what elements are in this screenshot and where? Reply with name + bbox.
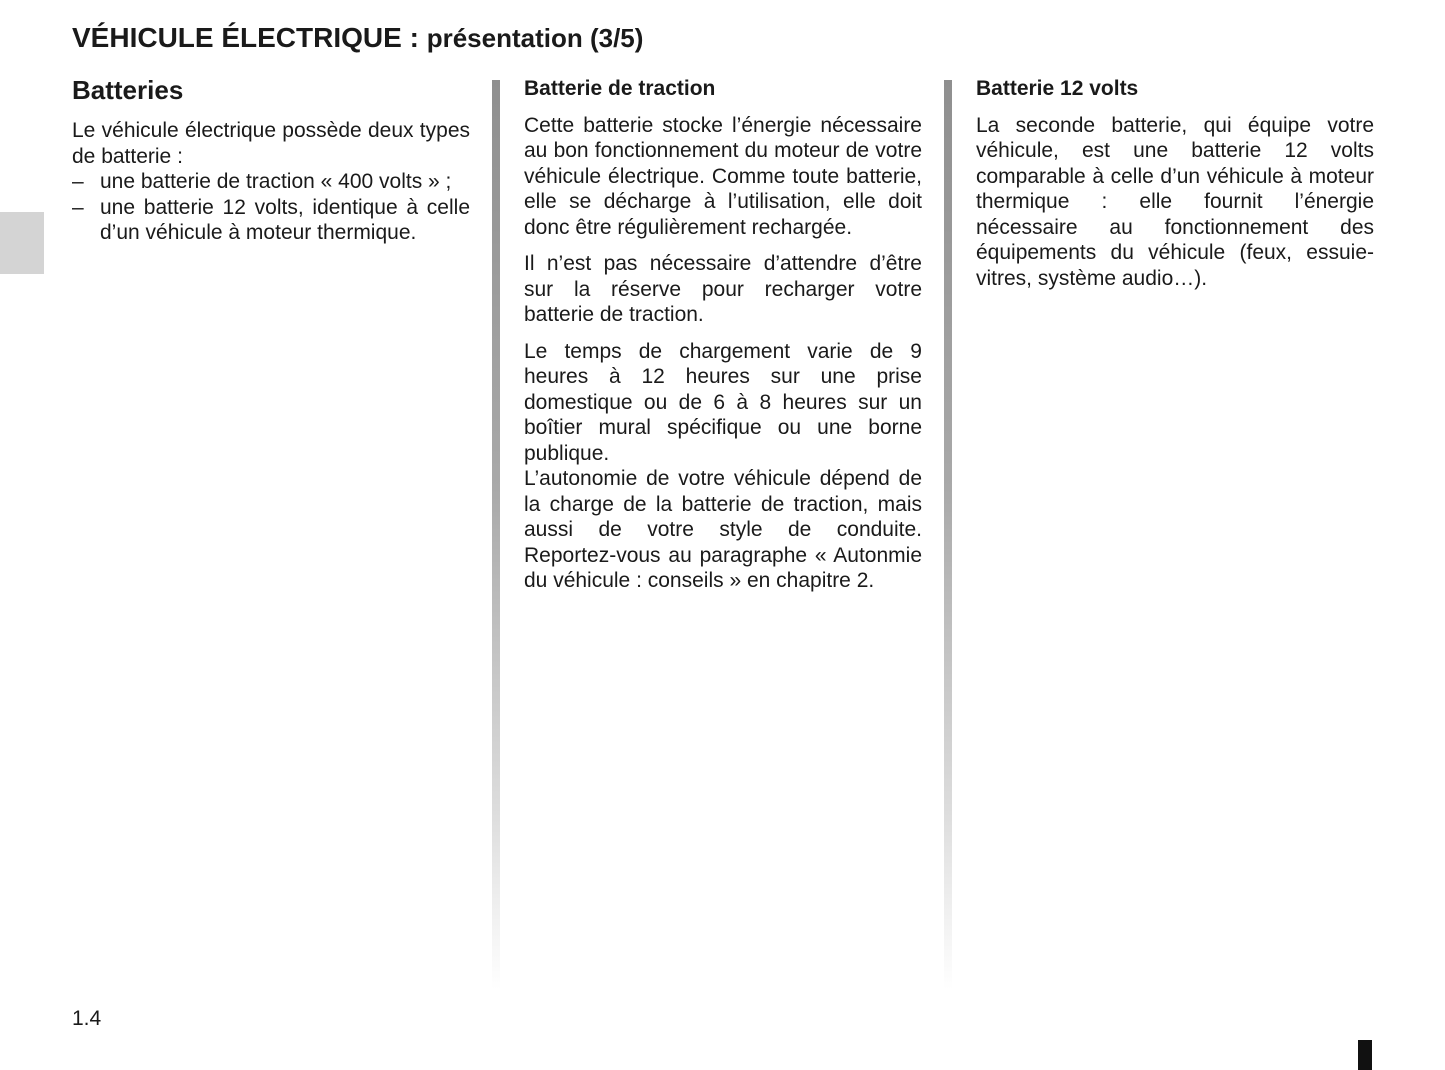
page-title-main: VÉHICULE ÉLECTRIQUE : <box>72 22 427 53</box>
battery-12v-paragraph: La seconde batterie, qui équipe votre véhicule, est une batterie 12 volts comparable à celle d’un véhicule à moteur thermique : elle fournit l’énergie nécessaire au fonctionnement des équipements du véhicule (feux, essuie-vitres, système audio…). <box>976 113 1374 290</box>
dash-bullet: – <box>72 170 84 193</box>
list-item-text: une batterie 12 volts, identique à celle d’un véhicule à moteur thermique. <box>100 195 470 244</box>
column-divider <box>944 80 952 990</box>
battery-types-list <box>72 169 470 246</box>
traction-paragraph-4: L’autonomie de votre véhicule dépend de la charge de la batterie de traction, mais aussi de votre style de conduite. Reportez-vous au paragraphe « Autonmie du véhicule : conseils » en chapitre 2. <box>524 467 922 592</box>
traction-paragraph-1: Cette batterie stocke l’énergie nécessaire au bon fonctionnement du moteur de votre véhicule électrique. Comme toute batterie, elle se décharge à l’utilisation, elle doit donc être régulièrement rechargée. <box>524 113 922 239</box>
subsection-heading-traction: Batterie de traction <box>524 77 716 100</box>
page-number: 1.4 <box>72 1007 102 1030</box>
column-12v-battery <box>976 76 1374 302</box>
corner-mark <box>1358 1040 1372 1070</box>
page-title <box>72 22 643 54</box>
subsection-heading-12v: Batterie 12 volts <box>976 77 1139 100</box>
dash-bullet: – <box>72 195 84 219</box>
column-traction-battery <box>524 76 922 605</box>
list-item <box>72 195 470 246</box>
section-heading-batteries: Batteries <box>72 75 184 105</box>
traction-paragraph-3: Le temps de chargement varie de 9 heures à 12 heures sur une prise domestique ou de 6 à 8 heures sur un boîtier mural spécifique ou une borne publique. <box>524 339 922 465</box>
chapter-tab <box>0 212 44 274</box>
column-divider <box>492 80 500 990</box>
page-title-sub: présentation (3/5) <box>426 23 644 53</box>
list-item-text: une batterie de traction « 400 volts » ; <box>100 170 452 193</box>
column-batteries <box>72 74 470 246</box>
traction-paragraph-2: Il n’est pas nécessaire d’attendre d’être sur la réserve pour recharger votre batterie de traction. <box>524 252 922 326</box>
batteries-intro: Le véhicule électrique possède deux types de batterie : <box>72 119 470 168</box>
list-item <box>72 169 470 195</box>
